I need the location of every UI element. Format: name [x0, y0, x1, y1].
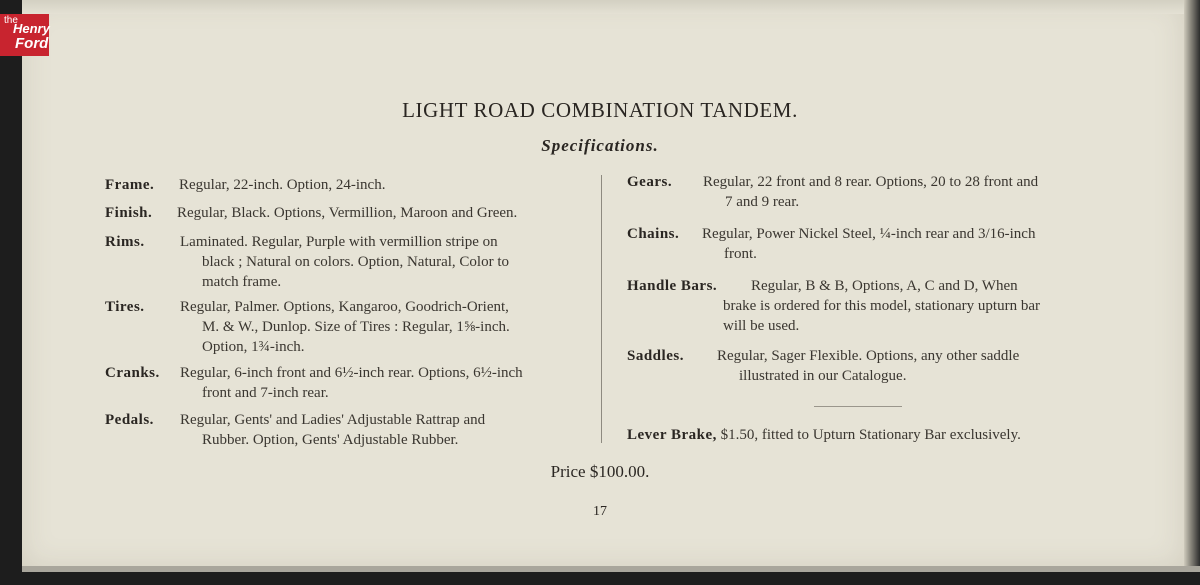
spec-text: Regular, 22 front and 8 rear. Options, 20 to 28 front and	[703, 174, 1039, 190]
column-divider	[601, 175, 602, 443]
spec-text: 7 and 9 rear.	[725, 194, 800, 210]
spec-finish	[105, 203, 580, 223]
spec-text: brake is ordered for this model, stationary upturn bar	[723, 298, 1040, 314]
spec-label: Rims.	[105, 234, 145, 250]
spec-text: Rubber. Option, Gents' Adjustable Rubber.	[202, 432, 459, 448]
spec-chains	[627, 224, 1102, 262]
page-bottom-edge	[22, 566, 1200, 572]
spec-text: will be used.	[723, 318, 800, 334]
spec-text: Option, 1¾-inch.	[202, 339, 305, 355]
spec-text: M. & W., Dunlop. Size of Tires : Regular, 1⅝-inch.	[202, 319, 510, 335]
henry-ford-logo	[0, 14, 49, 56]
price: Price $100.00.	[550, 462, 650, 481]
logo-text-ford: Ford	[15, 35, 49, 52]
spec-label: Tires.	[105, 299, 145, 315]
spec-text: Regular, Gents' and Ladies' Adjustable Rattrap and	[180, 412, 486, 428]
spec-text: Regular, 22-inch. Option, 24-inch.	[179, 177, 386, 193]
spec-text: front and 7-inch rear.	[202, 385, 329, 401]
lever-brake-label: Lever Brake,	[627, 427, 717, 443]
spec-text: Regular, B & B, Options, A, C and D, When	[751, 278, 1018, 294]
spec-text: Regular, 6-inch front and 6½-inch rear. Options, 6½-inch	[180, 365, 523, 381]
page-title: LIGHT ROAD COMBINATION TANDEM.	[402, 98, 798, 122]
spec-text: Laminated. Regular, Purple with vermillion stripe on	[180, 234, 498, 250]
section-subtitle: Specifications.	[541, 136, 659, 155]
spec-cranks	[105, 363, 580, 401]
logo-text-the: the	[4, 15, 18, 26]
spec-label: Frame.	[105, 177, 155, 193]
spec-text: black ; Natural on colors. Option, Natural, Color to	[202, 254, 510, 270]
spec-text: Regular, Sager Flexible. Options, any other saddle	[717, 348, 1020, 364]
spec-text: Regular, Power Nickel Steel, ¼-inch rear and 3/16-inch	[702, 226, 1036, 242]
spec-text: front.	[724, 246, 757, 262]
spec-label: Gears.	[627, 174, 673, 190]
spec-label: Pedals.	[105, 412, 154, 428]
page-number: 17	[593, 504, 607, 519]
logo-text-henry: Henry	[13, 21, 50, 36]
spec-lever-brake	[627, 427, 1021, 444]
lever-brake-text: $1.50, fitted to Upturn Stationary Bar exclusively.	[716, 427, 1021, 443]
spec-saddles	[627, 346, 1102, 384]
short-rule	[814, 406, 902, 407]
spec-text: Regular, Palmer. Options, Kangaroo, Goodrich-Orient,	[180, 299, 509, 315]
spec-label: Chains.	[627, 226, 680, 242]
spec-label: Handle Bars.	[627, 278, 718, 294]
page-top-edge	[22, 0, 1184, 14]
spec-label: Finish.	[105, 205, 153, 221]
spec-text: Regular, Black. Options, Vermillion, Maroon and Green.	[177, 205, 518, 221]
spec-frame	[105, 175, 580, 195]
spec-label: Saddles.	[627, 348, 684, 364]
spec-rims	[105, 232, 580, 290]
spec-gears	[627, 172, 1102, 210]
spec-pedals	[105, 410, 580, 448]
spec-text: match frame.	[202, 274, 282, 290]
spec-text: illustrated in our Catalogue.	[739, 368, 907, 384]
spec-label: Cranks.	[105, 365, 160, 381]
page-right-edge	[1184, 0, 1200, 570]
spec-tires	[105, 297, 580, 355]
spec-handle-bars	[627, 276, 1102, 334]
